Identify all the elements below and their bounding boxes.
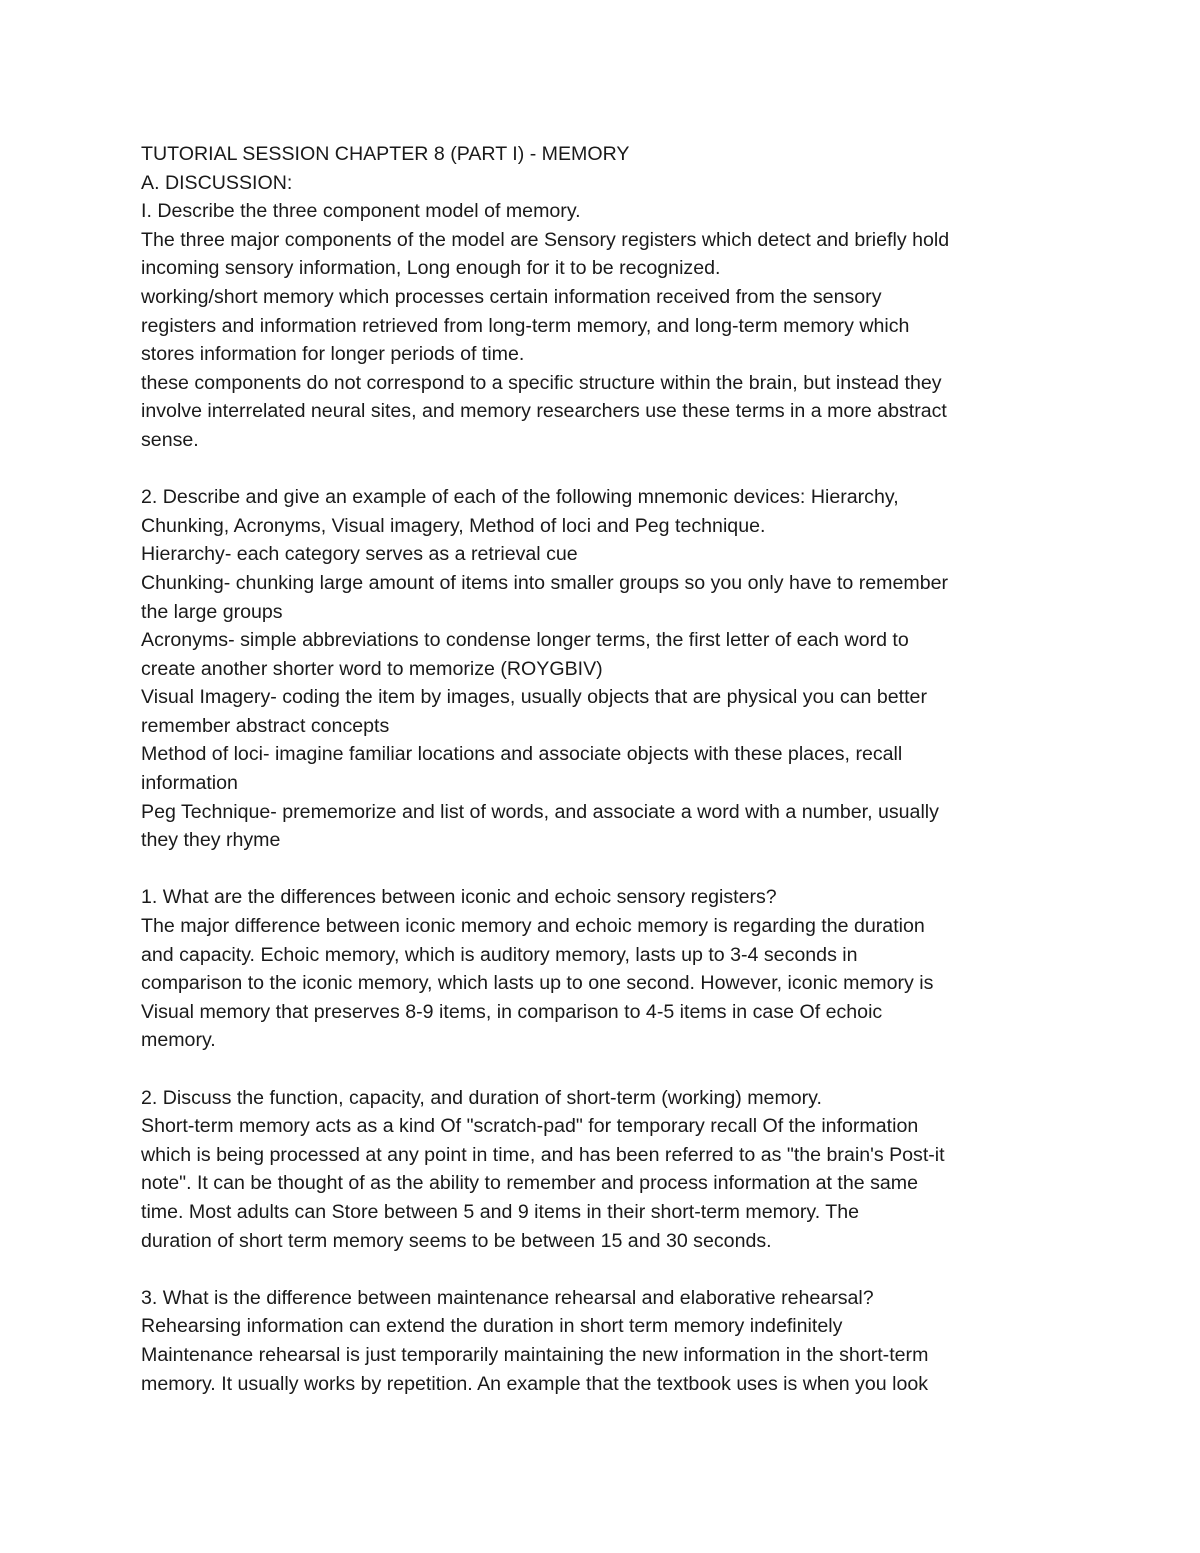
- text-line: remember abstract concepts: [141, 714, 390, 737]
- text-line: time. Most adults can Store between 5 and 9 items in their short-term memory. The: [141, 1200, 860, 1223]
- text-line: Chunking- chunking large amount of items into smaller groups so you only have to remember: [141, 571, 949, 594]
- text-line: duration of short term memory seems to be between 15 and 30 seconds.: [141, 1229, 772, 1252]
- text-line: memory. It usually works by repetition. An example that the textbook uses is when you look: [141, 1372, 929, 1395]
- text-line: I. Describe the three component model of memory.: [141, 200, 581, 223]
- text-line: these components do not correspond to a specific structure within the brain, but instead they: [141, 371, 942, 394]
- text-line: incoming sensory information, Long enough for it to be recognized.: [141, 257, 721, 280]
- text-line: information: [141, 772, 238, 795]
- text-line: Rehearsing information can extend the duration in short term memory indefinitely: [141, 1315, 843, 1338]
- text-line: the large groups: [141, 600, 283, 623]
- text-line: 3. What is the difference between maintenance rehearsal and elaborative rehearsal?: [141, 1286, 874, 1309]
- text-line: Maintenance rehearsal is just temporarily maintaining the new information in the short-term: [141, 1343, 929, 1366]
- text-line: working/short memory which processes certain information received from the sensory: [141, 285, 882, 308]
- text-line: registers and information retrieved from long-term memory, and long-term memory which: [141, 314, 910, 337]
- blank-line: [141, 455, 1041, 484]
- text-line: A. DISCUSSION:: [141, 171, 293, 194]
- text-line: Hierarchy- each category serves as a retrieval cue: [141, 543, 578, 566]
- blank-line: [141, 1055, 1041, 1084]
- text-line: Peg Technique- prememorize and list of words, and associate a word with a number, usually: [141, 800, 939, 823]
- text-line: they they rhyme: [141, 829, 281, 852]
- text-line: involve interrelated neural sites, and memory researchers use these terms in a more abstract: [141, 400, 947, 423]
- text-line: Chunking, Acronyms, Visual imagery, Method of loci and Peg technique.: [141, 514, 766, 537]
- text-line: 1. What are the differences between iconic and echoic sensory registers?: [141, 886, 777, 909]
- text-line: create another shorter word to memorize (ROYGBIV): [141, 657, 603, 680]
- text-line: 2. Describe and give an example of each of the following mnemonic devices: Hierarchy,: [141, 486, 899, 509]
- text-line: which is being processed at any point in time, and has been referred to as "the brain's Post-it: [141, 1143, 945, 1166]
- text-line: sense.: [141, 428, 199, 451]
- text-line: The major difference between iconic memory and echoic memory is regarding the duration: [141, 915, 925, 938]
- text-line: 2. Discuss the function, capacity, and duration of short-term (working) memory.: [141, 1086, 822, 1109]
- text-line: memory.: [141, 1029, 216, 1052]
- text-line: Visual Imagery- coding the item by images, usually objects that are physical you can better: [141, 686, 927, 709]
- text-line: Short-term memory acts as a kind Of "scratch-pad" for temporary recall Of the information: [141, 1115, 919, 1138]
- text-line: Acronyms- simple abbreviations to condense longer terms, the first letter of each word to: [141, 629, 909, 652]
- text-line: and capacity. Echoic memory, which is auditory memory, lasts up to 3-4 seconds in: [141, 943, 858, 966]
- blank-line: [141, 1255, 1041, 1284]
- blank-line: [141, 855, 1041, 884]
- text-line: note". It can be thought of as the ability to remember and process information at the same: [141, 1172, 918, 1195]
- text-line: Method of loci- imagine familiar locations and associate objects with these places, recall: [141, 743, 903, 766]
- text-line: The three major components of the model are Sensory registers which detect and briefly hold: [141, 228, 950, 251]
- text-line: Visual memory that preserves 8-9 items, in comparison to 4-5 items in case Of echoic: [141, 1000, 883, 1023]
- document-title: TUTORIAL SESSION CHAPTER 8 (PART I) - MEMORY: [141, 143, 630, 165]
- text-line: comparison to the iconic memory, which lasts up to one second. However, iconic memory is: [141, 972, 934, 995]
- text-line: stores information for longer periods of time.: [141, 343, 525, 366]
- document-body: [141, 140, 1041, 1398]
